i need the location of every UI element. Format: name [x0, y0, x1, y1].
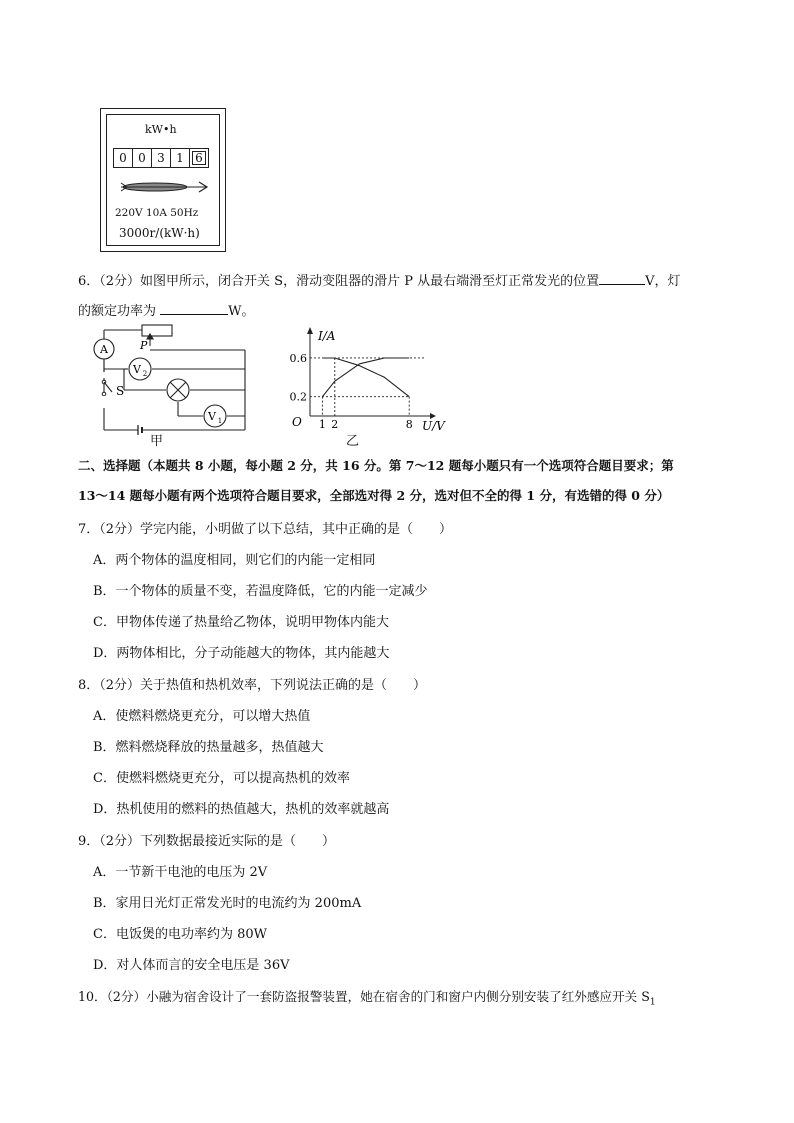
voltmeter-2-label: V — [133, 363, 141, 376]
meter-digit: 0 — [113, 148, 133, 168]
question-8-option-b: B．燃料燃烧释放的热量越多，热值越大 — [93, 740, 324, 755]
meter-disc-icon — [119, 179, 211, 195]
question-7-option-d: D．两物体相比，分子动能越大的物体，其内能越大 — [93, 646, 390, 661]
circuit-diagram — [90, 322, 260, 444]
question-8-option-d: D．热机使用的燃料的热值越大，热机的效率就越高 — [93, 802, 390, 817]
series-curve-1 — [322, 358, 409, 397]
meter-digits — [113, 148, 208, 168]
answer-blank-voltage — [599, 272, 645, 285]
question-10-subscript: 1 — [649, 997, 656, 1008]
meter-digit: 3 — [151, 148, 171, 168]
x-tick-label: 2 — [331, 418, 339, 431]
y-axis-arrow-icon — [307, 327, 313, 334]
question-6-unit-v: V，灯 — [645, 274, 681, 289]
question-9-option-c: C．电饭煲的电功率约为 80W — [93, 927, 267, 942]
x-axis-label: U/V — [422, 419, 445, 433]
circuit-caption: 甲 — [150, 434, 164, 449]
question-6-line1 — [78, 270, 680, 289]
question-6-line2 — [78, 300, 255, 319]
ammeter-label: A — [100, 343, 108, 356]
x-tick-label: 1 — [318, 418, 326, 431]
voltmeter-2-subscript: 2 — [142, 370, 148, 378]
graph-caption: 乙 — [346, 434, 360, 449]
answer-blank-power — [160, 302, 228, 315]
x-tick-label: 8 — [405, 418, 413, 431]
meter-digit-decimal: 6 — [189, 148, 209, 168]
y-tick-label: 0.6 — [289, 351, 307, 365]
switch-icon — [104, 382, 112, 392]
question-8-option-a: A．使燃料燃烧更充分，可以增大热值 — [93, 709, 311, 724]
question-9-option-a: A．一节新干电池的电压为 2V — [93, 865, 268, 880]
meter-panel — [106, 114, 220, 246]
question-6-text2: 的额定功率为 — [78, 304, 157, 319]
question-9-stem: 9．（2分）下列数据最接近实际的是（ ） — [78, 834, 336, 849]
question-8-option-c: C．使燃料燃烧更充分，可以提高热机的效率 — [93, 771, 350, 786]
question-9-option-d: D．对人体而言的安全电压是 36V — [93, 958, 290, 973]
section-2-header-line2: 13～14 题每小题有两个选项符合题目要求，全部选对得 2 分，选对但不全的得 1 分，有选错的得 0 分） — [78, 488, 670, 503]
question-9-option-b: B．家用日光灯正常发光时的电流约为 200mA — [93, 896, 362, 911]
section-2-header-line1: 二、选择题（本题共 8 小题，每小题 2 分，共 16 分。第 7～12 题每小题只有一个选项符合题目要求；第 — [78, 458, 674, 473]
meter-digit: 0 — [132, 148, 152, 168]
question-7-option-c: C．甲物体传递了热量给乙物体，说明甲物体内能大 — [93, 615, 389, 630]
electric-meter — [100, 108, 226, 252]
y-axis-label: I/A — [318, 329, 336, 343]
voltmeter-1-subscript: 1 — [217, 417, 223, 425]
question-7-option-a: A．两个物体的温度相同，则它们的内能一定相同 — [93, 553, 376, 568]
meter-digit: 1 — [170, 148, 190, 168]
meter-spec-rating: 220V 10A 50Hz — [115, 207, 199, 219]
slider-label: P — [140, 339, 148, 352]
series-curve-2 — [322, 358, 409, 397]
question-10-stem — [78, 986, 656, 1008]
question-10-text: 10．（2分）小融为宿舍设计了一套防盗报警装置，她在宿舍的门和窗户内侧分别安装了红外感应开关 S — [78, 989, 650, 1004]
question-7-option-b: B．一个物体的质量不变，若温度降低，它的内能一定减少 — [93, 584, 428, 599]
switch-label: S — [116, 384, 125, 398]
meter-unit: kW•h — [145, 123, 177, 136]
y-tick-label: 0.2 — [289, 390, 307, 404]
voltmeter-1-label: V — [208, 410, 216, 423]
iu-graph — [282, 322, 445, 434]
question-6-unit-w: W。 — [228, 304, 255, 319]
origin-label: O — [292, 415, 302, 429]
question-6-text: 6．（2分）如图甲所示，闭合开关 S，滑动变阻器的滑片 P 从最右端滑至灯正常发光的位置 — [78, 274, 600, 289]
question-8-stem: 8．（2分）关于热值和热机效率，下列说法正确的是（ ） — [78, 678, 427, 693]
meter-spec-revolutions: 3000r/(kW·h) — [119, 226, 200, 240]
question-7-stem: 7．（2分）学完内能，小明做了以下总结，其中正确的是（ ） — [78, 522, 453, 537]
